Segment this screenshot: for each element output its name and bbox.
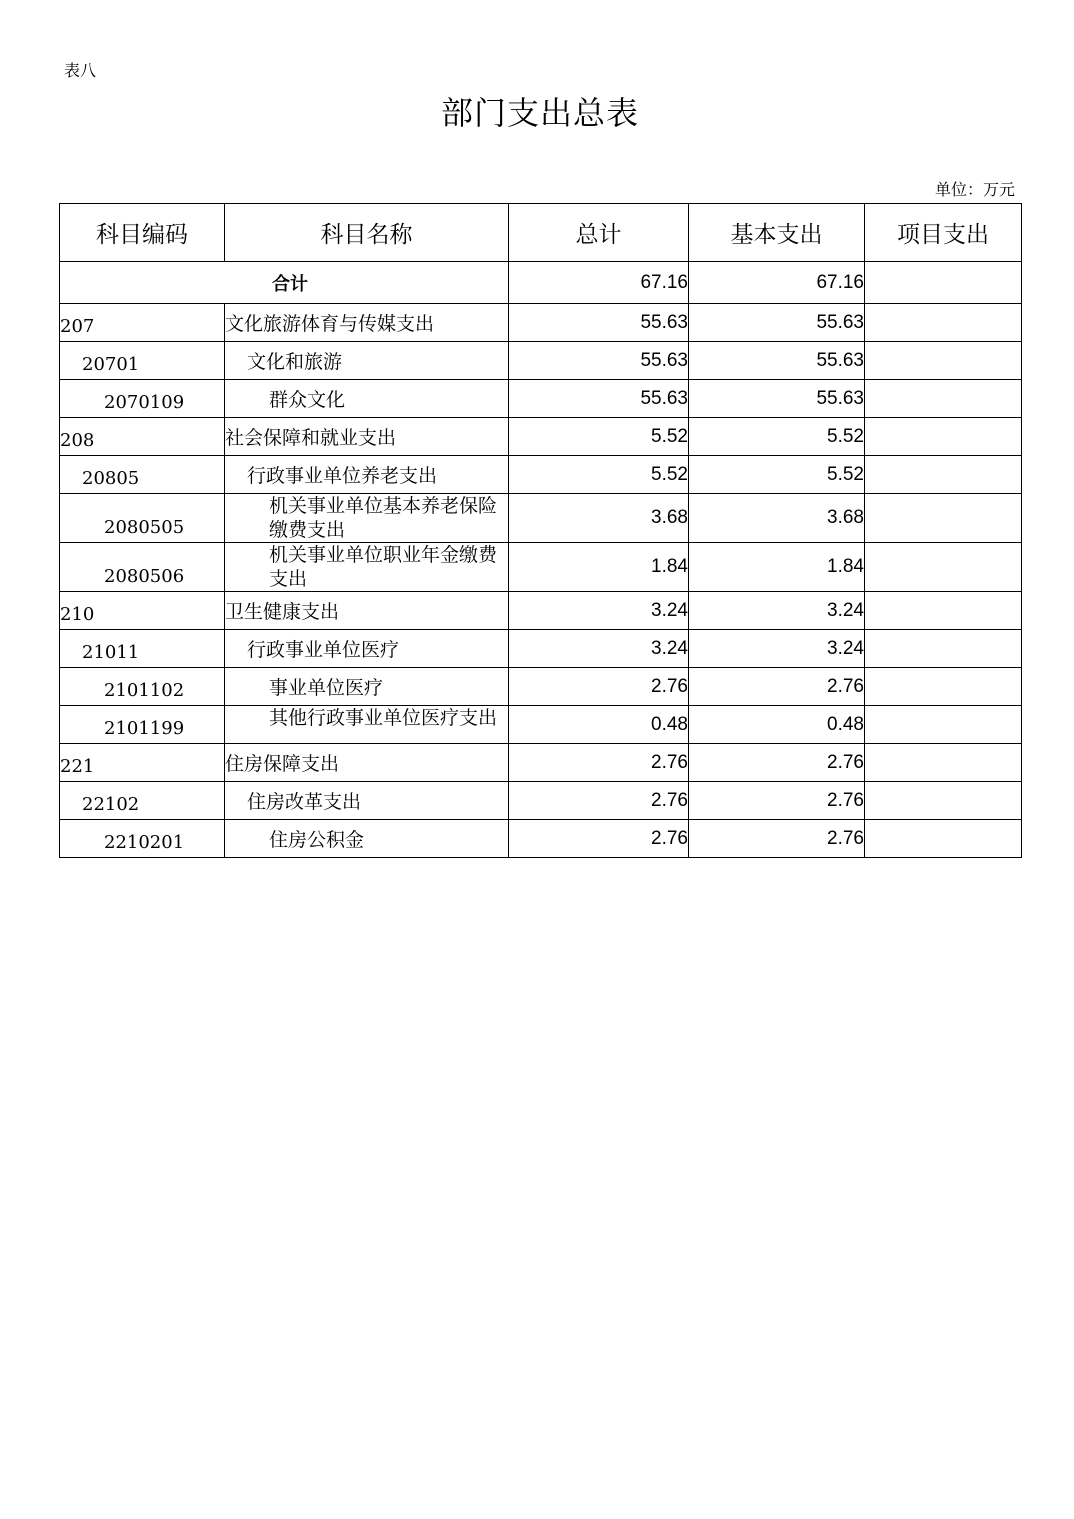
row-name-text: 文化旅游体育与传媒支出	[225, 313, 435, 335]
expenditure-table	[59, 203, 1022, 858]
table-row	[60, 668, 1022, 706]
table-row	[60, 418, 1022, 456]
row-name	[225, 744, 509, 782]
row-basic: 55.63	[689, 380, 865, 418]
row-name-text: 行政事业单位养老支出	[247, 465, 438, 487]
row-project	[865, 380, 1022, 418]
row-total: 2.76	[509, 820, 689, 858]
row-name-text: 住房改革支出	[247, 791, 362, 813]
table-number: 表八	[64, 61, 97, 80]
row-code	[60, 543, 225, 592]
row-code-text: 20805	[82, 468, 140, 489]
table-row	[60, 494, 1022, 543]
row-name-text: 卫生健康支出	[225, 601, 340, 623]
row-total: 55.63	[509, 380, 689, 418]
row-basic: 0.48	[689, 706, 865, 744]
row-basic: 2.76	[689, 744, 865, 782]
row-code	[60, 668, 225, 706]
row-project	[865, 744, 1022, 782]
row-basic: 2.76	[689, 668, 865, 706]
table-row	[60, 706, 1022, 744]
row-total: 1.84	[509, 543, 689, 592]
total-row	[60, 262, 1022, 304]
row-total: 2.76	[509, 744, 689, 782]
header-total: 总计	[509, 204, 689, 262]
row-code	[60, 706, 225, 744]
row-name	[225, 418, 509, 456]
row-name-text: 机关事业单位基本养老保险缴费支出	[269, 495, 498, 541]
row-project	[865, 456, 1022, 494]
row-code-text: 2080506	[104, 566, 185, 587]
row-code	[60, 342, 225, 380]
row-project	[865, 706, 1022, 744]
row-total: 3.24	[509, 592, 689, 630]
header-name: 科目名称	[225, 204, 509, 262]
row-code-text: 21011	[82, 642, 140, 663]
row-project	[865, 304, 1022, 342]
row-name	[225, 543, 509, 592]
row-project	[865, 494, 1022, 543]
row-project	[865, 630, 1022, 668]
row-code-text: 2101102	[104, 680, 185, 701]
row-basic: 55.63	[689, 304, 865, 342]
row-basic: 5.52	[689, 418, 865, 456]
row-project	[865, 418, 1022, 456]
row-name-text: 事业单位医疗	[269, 677, 384, 699]
row-total: 5.52	[509, 418, 689, 456]
table-row	[60, 380, 1022, 418]
row-total: 55.63	[509, 304, 689, 342]
row-total: 2.76	[509, 668, 689, 706]
row-code	[60, 592, 225, 630]
row-code-text: 221	[60, 756, 95, 777]
row-code	[60, 494, 225, 543]
total-value: 67.16	[509, 262, 689, 304]
row-name	[225, 494, 509, 543]
row-code-text: 2210201	[104, 832, 185, 853]
row-project	[865, 782, 1022, 820]
row-basic: 3.24	[689, 630, 865, 668]
row-code	[60, 630, 225, 668]
table-row	[60, 744, 1022, 782]
row-project	[865, 342, 1022, 380]
row-basic: 55.63	[689, 342, 865, 380]
row-total: 3.68	[509, 494, 689, 543]
row-total: 3.24	[509, 630, 689, 668]
row-basic: 3.24	[689, 592, 865, 630]
row-code-text: 22102	[82, 794, 140, 815]
table-row	[60, 630, 1022, 668]
row-project	[865, 820, 1022, 858]
row-name-text: 社会保障和就业支出	[225, 427, 397, 449]
header-project: 项目支出	[865, 204, 1022, 262]
table-row	[60, 782, 1022, 820]
row-code	[60, 304, 225, 342]
row-code	[60, 418, 225, 456]
row-basic: 2.76	[689, 782, 865, 820]
row-basic: 3.68	[689, 494, 865, 543]
row-code-text: 210	[60, 604, 95, 625]
table-row	[60, 592, 1022, 630]
row-code	[60, 380, 225, 418]
row-code-text: 2080505	[104, 517, 185, 538]
row-total: 2.76	[509, 782, 689, 820]
row-code-text: 20701	[82, 354, 140, 375]
row-code	[60, 744, 225, 782]
row-name-text: 群众文化	[269, 389, 346, 411]
row-name	[225, 782, 509, 820]
table-row	[60, 304, 1022, 342]
row-project	[865, 668, 1022, 706]
row-project	[865, 592, 1022, 630]
row-name	[225, 456, 509, 494]
row-name	[225, 342, 509, 380]
total-project-value	[865, 262, 1022, 304]
row-name	[225, 304, 509, 342]
row-name	[225, 592, 509, 630]
row-code-text: 207	[60, 316, 95, 337]
row-name	[225, 706, 509, 744]
header-basic: 基本支出	[689, 204, 865, 262]
row-code	[60, 782, 225, 820]
table-row	[60, 543, 1022, 592]
row-total: 5.52	[509, 456, 689, 494]
row-project	[865, 543, 1022, 592]
row-name-text: 行政事业单位医疗	[247, 639, 400, 661]
row-name	[225, 820, 509, 858]
row-total: 55.63	[509, 342, 689, 380]
row-basic: 5.52	[689, 456, 865, 494]
header-code: 科目编码	[60, 204, 225, 262]
row-name	[225, 668, 509, 706]
row-name-text: 住房保障支出	[225, 753, 340, 775]
row-basic: 2.76	[689, 820, 865, 858]
total-basic-value: 67.16	[689, 262, 865, 304]
page-title: 部门支出总表	[440, 94, 639, 132]
row-code	[60, 456, 225, 494]
row-name	[225, 380, 509, 418]
row-basic: 1.84	[689, 543, 865, 592]
row-total: 0.48	[509, 706, 689, 744]
unit-label: 单位：万元	[934, 180, 1015, 199]
row-code-text: 208	[60, 430, 95, 451]
table-row	[60, 456, 1022, 494]
table-row	[60, 342, 1022, 380]
row-name-text: 其他行政事业单位医疗支出	[269, 707, 498, 729]
table-row	[60, 820, 1022, 858]
row-name-text: 住房公积金	[269, 829, 365, 851]
row-code-text: 2101199	[104, 718, 185, 739]
row-code	[60, 820, 225, 858]
header-row	[60, 204, 1022, 262]
row-code-text: 2070109	[104, 392, 185, 413]
total-label: 合计	[60, 262, 509, 304]
row-name-text: 文化和旅游	[247, 351, 343, 373]
row-name	[225, 630, 509, 668]
row-name-text: 机关事业单位职业年金缴费支出	[269, 544, 498, 590]
